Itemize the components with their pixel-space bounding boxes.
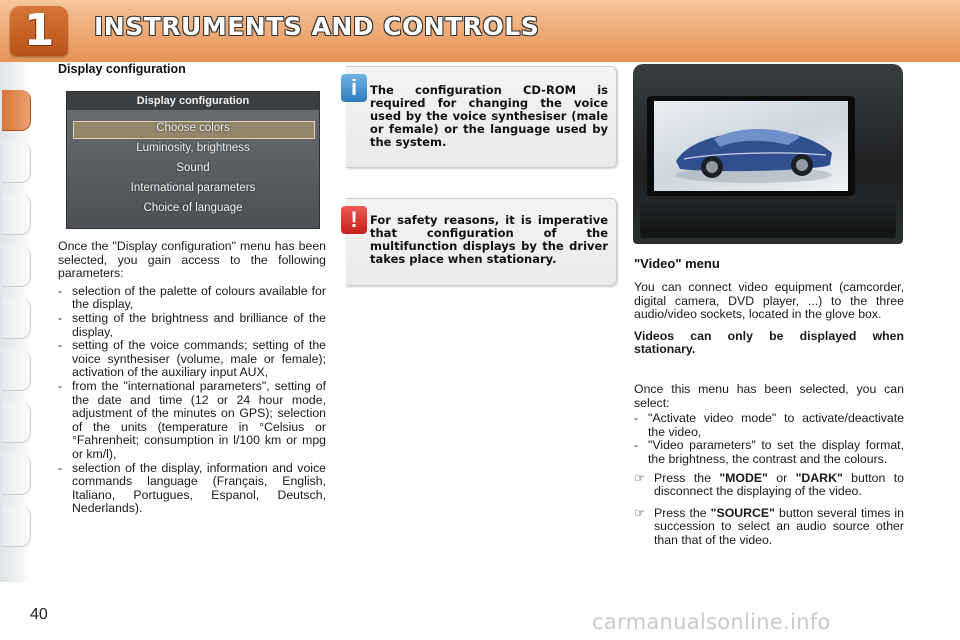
side-tab-chapter-1[interactable] bbox=[2, 90, 31, 131]
dark-button-label: "DARK" bbox=[795, 470, 843, 485]
pointing-hand-icon: ☞ bbox=[634, 470, 646, 485]
side-tab-chapter-5[interactable] bbox=[2, 298, 31, 339]
list-item-text: setting of the voice commands; setting of the voice synthesiser (volume, male or female); activation of the auxiliary input AUX, bbox=[72, 338, 326, 380]
display-config-screen bbox=[66, 91, 320, 229]
page-title: INSTRUMENTS AND CONTROLS bbox=[94, 12, 540, 41]
side-tab-chapter-6[interactable] bbox=[2, 350, 31, 391]
display-config-body bbox=[58, 240, 326, 516]
chapter-number: 1 bbox=[23, 5, 55, 56]
press-source-suffix: button several times in succession to select an audio source other than that of the video. bbox=[654, 505, 904, 547]
screen-menu-item: Sound bbox=[176, 162, 210, 174]
screen-title: Display configuration bbox=[136, 95, 250, 107]
screen-menu-item: Choose colors bbox=[156, 122, 230, 134]
list-item: - "Activate video mode" to activate/deactivate the video, bbox=[634, 411, 904, 439]
video-menu-intro: You can connect video equipment (camcorder, digital camera, DVD player, ...) to the three audio/video sockets, located in the glove box. bbox=[634, 280, 904, 322]
press-source-instruction bbox=[634, 507, 904, 548]
info-note-text: The configuration CD-ROM is required for changing the voice used by the voice synthesiser (male or female) or the language used by the system. bbox=[370, 83, 608, 149]
photo-lower-panel bbox=[640, 204, 896, 238]
list-item-text: from the "international parameters", setting of the date and time (12 or 24 hour mode, adjustment of the minutes on GPS); selection of the units (temperature in °Celsius or °Fahrenheit; consumption in l/100 km or mpg or km/l), bbox=[72, 378, 326, 461]
press-source-prefix: Press the bbox=[654, 505, 711, 520]
list-item: - setting of the voice commands; setting of the voice synthesiser (volume, male or female); activation of the auxiliary input AUX, bbox=[58, 338, 326, 380]
list-item-text: "Video parameters" to set the display format, the brightness, the contrast and the colours. bbox=[648, 438, 904, 466]
car-image bbox=[654, 101, 848, 191]
photo-screen-display bbox=[654, 101, 848, 191]
list-item-text: setting of the brightness and brilliance of the display, bbox=[72, 310, 326, 339]
screen-menu-item: Luminosity, brightness bbox=[136, 142, 250, 154]
side-tab-chapter-3[interactable] bbox=[2, 194, 31, 235]
list-item-text: selection of the display, information and voice commands language (Français, English, Italiano, Portugues, Espanol, Deutsch, Nederlands). bbox=[72, 460, 326, 516]
side-tab-chapter-9[interactable] bbox=[2, 506, 31, 547]
pointing-hand-icon: ☞ bbox=[634, 505, 646, 520]
display-config-heading: Display configuration bbox=[58, 62, 186, 76]
screen-menu-item: Choice of language bbox=[143, 202, 243, 214]
list-item: - selection of the display, information and voice commands language (Français, English, Italiano, Portugues, Espanol, Deutsch, Nederlands). bbox=[58, 460, 326, 516]
page-number: 40 bbox=[30, 606, 48, 623]
list-item: - from the "international parameters", setting of the date and time (12 or 24 hour mode, adjustment of the minutes on GPS); selection of the units (temperature in °Celsius or °Fahrenheit; consumption in l/100 km or mpg or km/l), bbox=[58, 378, 326, 461]
list-item-text: "Activate video mode" to activate/deactivate the video, bbox=[648, 411, 904, 439]
display-config-list bbox=[58, 285, 326, 516]
list-item: - selection of the palette of colours available for the display, bbox=[58, 283, 326, 312]
list-item: - setting of the brightness and brilliance of the display, bbox=[58, 310, 326, 339]
side-tab-chapter-2[interactable] bbox=[2, 142, 31, 183]
press-mode-instruction bbox=[634, 472, 904, 499]
video-select-intro: Once this menu has been selected, you can select: bbox=[634, 381, 904, 410]
side-tab-chapter-7[interactable] bbox=[2, 402, 31, 443]
screen-menu-item: International parameters bbox=[130, 182, 256, 194]
display-config-intro: Once the "Display configuration" menu has been selected, you gain access to the following parameters: bbox=[58, 239, 326, 281]
press-mode-prefix: Press the bbox=[654, 470, 720, 485]
warning-note-text: For safety reasons, it is imperative that configuration of the multifunction displays by the driver takes place when stationary. bbox=[370, 213, 608, 266]
side-tab-chapter-4[interactable] bbox=[2, 246, 31, 287]
list-item: - "Video parameters" to set the display format, the brightness, the contrast and the colours. bbox=[634, 438, 904, 466]
video-menu-body bbox=[634, 281, 904, 548]
press-mode-suffix: button to disconnect the displaying of the video. bbox=[654, 470, 904, 499]
video-menu-heading: "Video" menu bbox=[634, 256, 720, 271]
press-mode-middle: or bbox=[767, 470, 796, 485]
exclamation-icon: ! bbox=[341, 206, 367, 234]
info-icon: i bbox=[341, 74, 367, 102]
watermark: carmanualsonline.info bbox=[592, 610, 831, 634]
video-options-list bbox=[634, 412, 904, 466]
mode-button-label: "MODE" bbox=[719, 470, 768, 485]
source-button-label: "SOURCE" bbox=[710, 505, 775, 520]
side-tab-chapter-8[interactable] bbox=[2, 454, 31, 495]
video-stationary-note: Videos can only be displayed when stationary. bbox=[634, 328, 904, 357]
list-item-text: selection of the palette of colours available for the display, bbox=[72, 283, 326, 312]
